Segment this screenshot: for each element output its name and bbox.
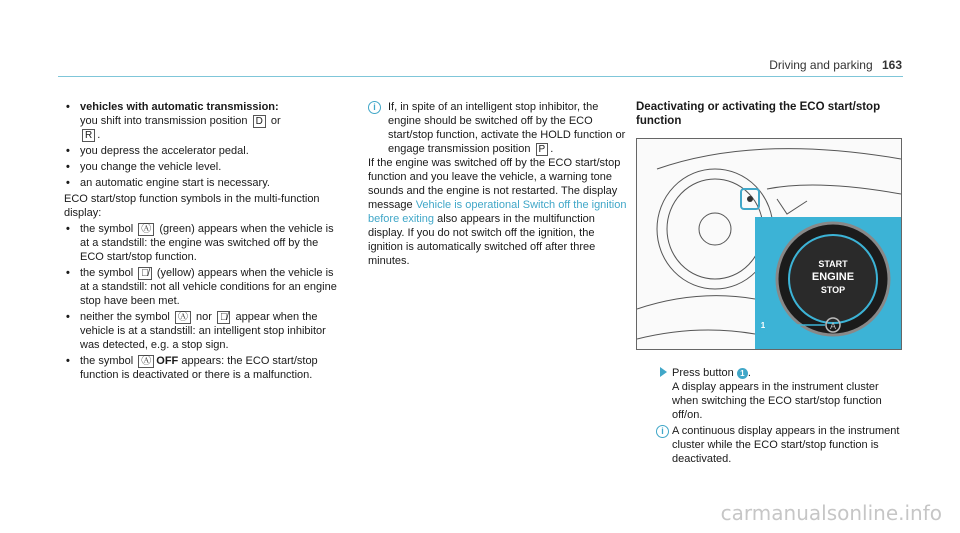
bullet-bold: vehicles with automatic transmission: bbox=[80, 101, 279, 113]
bullet-text: (yellow) appears when the vehicle is at a standstill: not all vehicle conditions for an engine stop have been met. bbox=[80, 267, 337, 307]
start-stop-button-drawing bbox=[755, 217, 901, 349]
svg-text:A: A bbox=[829, 321, 837, 331]
gear-p-symbol: P bbox=[536, 143, 549, 156]
bullet-text: neither the symbol bbox=[80, 311, 170, 323]
section-title: Driving and parking bbox=[769, 58, 873, 72]
column-middle bbox=[368, 100, 630, 270]
cockpit-illustration bbox=[636, 138, 902, 350]
eco-unavailable-icon: Ⓐ̸ bbox=[217, 311, 231, 324]
info-note bbox=[636, 424, 904, 466]
bullet-text: you shift into transmission position bbox=[80, 115, 248, 127]
bullet-text: . bbox=[97, 129, 101, 141]
eco-active-icon: Ⓐ bbox=[138, 223, 154, 236]
watermark: carmanualsonline.info bbox=[720, 501, 942, 525]
bullet-text: appear when the vehicle is at a standstill: an intelligent stop inhibitor was detected, e.g. a stop sign. bbox=[80, 311, 326, 351]
list-item: • an automatic engine start is necessary. bbox=[66, 177, 270, 189]
bullet-text: the symbol bbox=[80, 267, 134, 279]
bullet-text: an automatic engine start is necessary. bbox=[80, 177, 270, 189]
step-text: . bbox=[747, 367, 751, 379]
bullet-text: you change the vehicle level. bbox=[80, 161, 222, 173]
callout-badge: 1 bbox=[737, 368, 748, 379]
paragraph-text: If the engine was switched off by the ECO start/stop function and you leave the vehicle, a warning tone sounds and the engine is not restarted. The display message bbox=[368, 157, 621, 211]
button-stop-text: STOP bbox=[820, 285, 846, 295]
column-left bbox=[64, 100, 344, 384]
bullet-text: (green) appears when the vehicle is at a standstill: the engine was switched off by the ECO start/stop function. bbox=[80, 223, 334, 263]
button-inset bbox=[755, 217, 901, 349]
list-item: • the symbol Ⓐ (green) appears when the vehicle is at a standstill: the engine was switched off by the ECO start/stop function. bbox=[66, 223, 334, 263]
eco-active-icon: Ⓐ bbox=[175, 311, 191, 324]
page-number: 163 bbox=[881, 58, 902, 72]
info-text: If, in spite of an intelligent stop inhibitor, the engine should be switched off by the ECO start/stop function, activate the HOLD function or engage transmission position bbox=[388, 101, 626, 155]
page-header bbox=[769, 58, 902, 72]
callout-number: 1 bbox=[760, 321, 766, 330]
bullet-text: the symbol bbox=[80, 223, 134, 235]
off-label: OFF bbox=[156, 355, 179, 367]
display-message: Vehicle is operational bbox=[415, 199, 520, 211]
bullet-text: nor bbox=[196, 311, 212, 323]
info-text: A continuous display appears in the instrument cluster while the ECO start/stop function is deactivated. bbox=[672, 425, 900, 465]
display-message: Switch off the ignition before exiting bbox=[368, 199, 627, 225]
bullet-text: appears: the ECO start/stop function is deactivated or there is a malfunction. bbox=[80, 355, 318, 381]
button-engine-text: ENGINE bbox=[811, 271, 855, 283]
step-arrow-icon bbox=[660, 367, 667, 377]
bullet-text: the symbol bbox=[80, 355, 134, 367]
bullet-text: you depress the accelerator pedal. bbox=[80, 145, 249, 157]
eco-off-icon: Ⓐ bbox=[138, 355, 154, 368]
button-start-text: START bbox=[818, 259, 848, 269]
info-icon: i bbox=[656, 425, 669, 438]
list-item: • the symbol Ⓐ̸ (yellow) appears when the vehicle is at a standstill: not all vehicle conditions for an engine stop have been met. bbox=[66, 267, 337, 307]
info-note: i If, in spite of an intelligent stop inhibitor, the engine should be switched off by the ECO start/stop function, activate the HOLD function or engage transmission position P . bbox=[368, 100, 630, 156]
intro-text: ECO start/stop function symbols in the multi-function display: bbox=[64, 193, 320, 219]
warning-paragraph bbox=[368, 156, 630, 268]
gear-d-symbol: D bbox=[253, 115, 266, 128]
list-item: • you change the vehicle level. bbox=[66, 161, 222, 173]
info-icon: i bbox=[368, 101, 381, 114]
eco-unavailable-icon: Ⓐ̸ bbox=[138, 267, 152, 280]
gear-r-symbol: R bbox=[82, 129, 95, 142]
bullet-text: or bbox=[270, 115, 281, 127]
list-item: • neither the symbol Ⓐ nor Ⓐ̸ appear when the vehicle is at a standstill: an intelligent stop inhibitor was detected, e.g. a stop sign. bbox=[66, 311, 326, 351]
paragraph-text: also appears in the multifunction display. If you do not switch off the ignition, the ignition is automatically switched off after three minutes. bbox=[368, 213, 596, 267]
header-rule bbox=[58, 76, 903, 77]
step-result: A display appears in the instrument cluster when switching the ECO start/stop function off/on. bbox=[672, 381, 882, 421]
list-item: • the symbol Ⓐ OFF appears: the ECO start/stop function is deactivated or there is a malfunction. bbox=[66, 355, 318, 381]
list-item: • vehicles with automatic transmission: you shift into transmission position D or R . bbox=[66, 101, 281, 141]
column-right bbox=[636, 100, 904, 466]
section-heading: Deactivating or activating the ECO start/stop function bbox=[636, 101, 881, 127]
step-text: Press button bbox=[672, 367, 734, 379]
instruction-step bbox=[636, 366, 904, 422]
list-item: • you depress the accelerator pedal. bbox=[66, 145, 249, 157]
